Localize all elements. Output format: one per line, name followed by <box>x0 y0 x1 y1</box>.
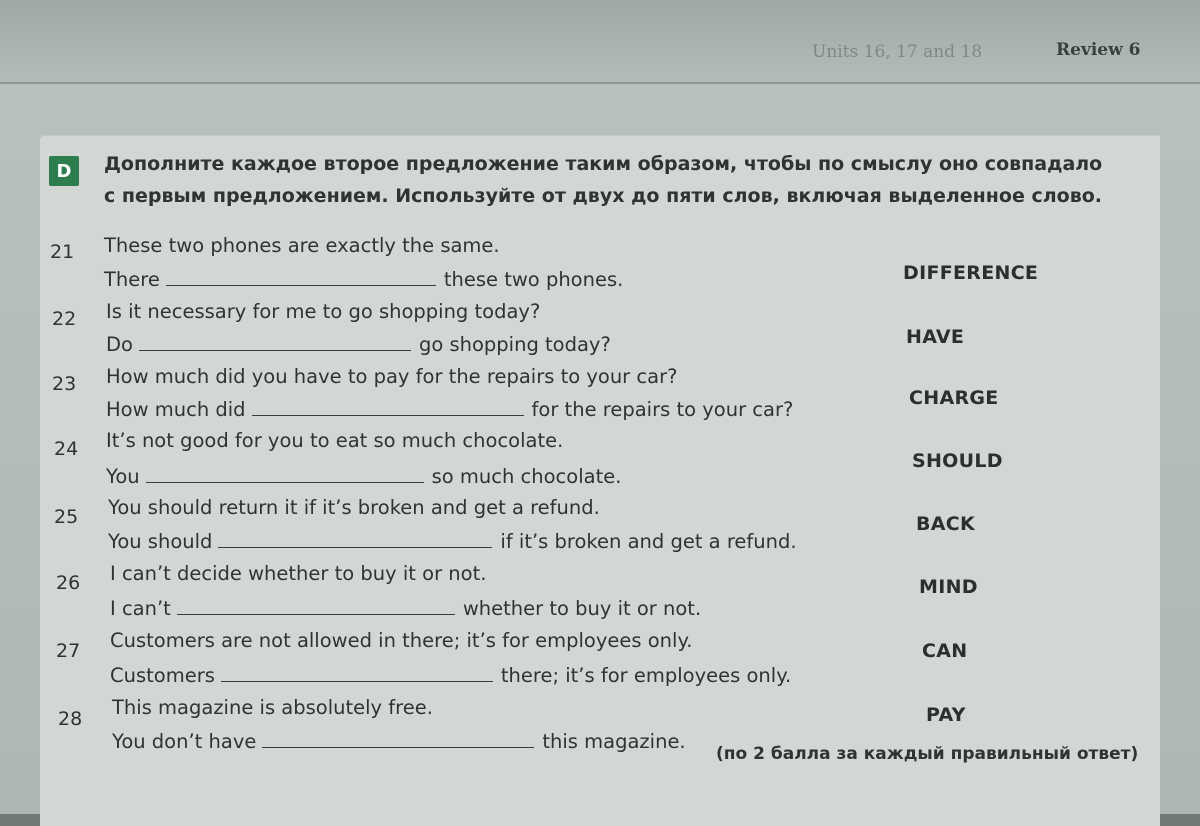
first-sentence: This magazine is absolutely free. <box>112 696 433 719</box>
item-number: 23 <box>52 373 77 395</box>
second-sentence-start: How much did <box>106 398 246 421</box>
answer-blank[interactable] <box>262 731 534 748</box>
second-sentence <box>104 268 623 291</box>
second-sentence-start: You <box>106 465 140 488</box>
exercise-instruction <box>104 148 1164 212</box>
second-sentence <box>106 398 793 421</box>
second-sentence-end: these two phones. <box>443 268 624 291</box>
item-number: 28 <box>58 708 83 730</box>
second-sentence-end: for the repairs to your car? <box>531 398 794 421</box>
item-number: 25 <box>54 506 79 528</box>
instruction-line-2: с первым предложением. Используйте от двух до пяти слов, включая выделенное слово. <box>104 185 1103 207</box>
answer-blank[interactable] <box>218 531 492 548</box>
answer-blank[interactable] <box>166 269 436 286</box>
second-sentence-start: I can’t <box>110 597 171 620</box>
second-sentence-end: go shopping today? <box>418 333 611 356</box>
keyword: CAN <box>922 640 968 662</box>
second-sentence-start: Customers <box>110 664 215 687</box>
second-sentence-start: There <box>104 268 160 291</box>
scoring-note: (по 2 балла за каждый правильный ответ) <box>716 744 1139 764</box>
second-sentence <box>106 465 621 488</box>
second-sentence-end: whether to buy it or not. <box>462 597 702 620</box>
section-badge: D <box>49 156 79 186</box>
second-sentence <box>110 597 701 620</box>
instruction-line-1: Дополните каждое второе предложение таким образом, чтобы по смыслу оно совпадало <box>104 153 1103 175</box>
second-sentence-start: You don’t have <box>112 730 257 753</box>
keyword: CHARGE <box>909 387 999 409</box>
first-sentence: I can’t decide whether to buy it or not. <box>110 562 487 585</box>
item-number: 24 <box>54 438 79 460</box>
first-sentence: Is it necessary for me to go shopping today? <box>106 300 541 323</box>
second-sentence <box>112 730 686 753</box>
answer-blank[interactable] <box>221 665 493 682</box>
item-number: 26 <box>56 572 81 594</box>
second-sentence-end: if it’s broken and get a refund. <box>500 530 797 553</box>
second-sentence-end: so much chocolate. <box>431 465 622 488</box>
item-number: 27 <box>56 640 81 662</box>
keyword: HAVE <box>906 326 965 348</box>
keyword: PAY <box>926 704 966 726</box>
answer-blank[interactable] <box>252 399 524 416</box>
first-sentence: How much did you have to pay for the repairs to your car? <box>106 365 678 388</box>
item-number: 21 <box>50 241 75 263</box>
answer-blank[interactable] <box>177 598 455 615</box>
keyword: MIND <box>919 576 978 598</box>
keyword: SHOULD <box>912 450 1003 472</box>
answer-blank[interactable] <box>139 334 411 351</box>
second-sentence-start: Do <box>106 333 133 356</box>
item-number: 22 <box>52 308 77 330</box>
first-sentence: These two phones are exactly the same. <box>104 234 500 257</box>
previous-page-edge <box>0 0 1200 84</box>
second-sentence <box>108 530 797 553</box>
keyword: BACK <box>916 513 976 535</box>
second-sentence-start: You should <box>108 530 213 553</box>
second-sentence-end: this magazine. <box>542 730 686 753</box>
first-sentence: It’s not good for you to eat so much chocolate. <box>106 429 564 452</box>
second-sentence <box>110 664 791 687</box>
first-sentence: You should return it if it’s broken and get a refund. <box>108 496 600 519</box>
first-sentence: Customers are not allowed in there; it’s for employees only. <box>110 629 693 652</box>
second-sentence <box>106 333 611 356</box>
header-units: Units 16, 17 and 18 <box>812 42 983 62</box>
answer-blank[interactable] <box>146 466 424 483</box>
keyword: DIFFERENCE <box>903 262 1039 284</box>
header-review: Review 6 <box>1056 40 1141 60</box>
second-sentence-end: there; it’s for employees only. <box>500 664 792 687</box>
